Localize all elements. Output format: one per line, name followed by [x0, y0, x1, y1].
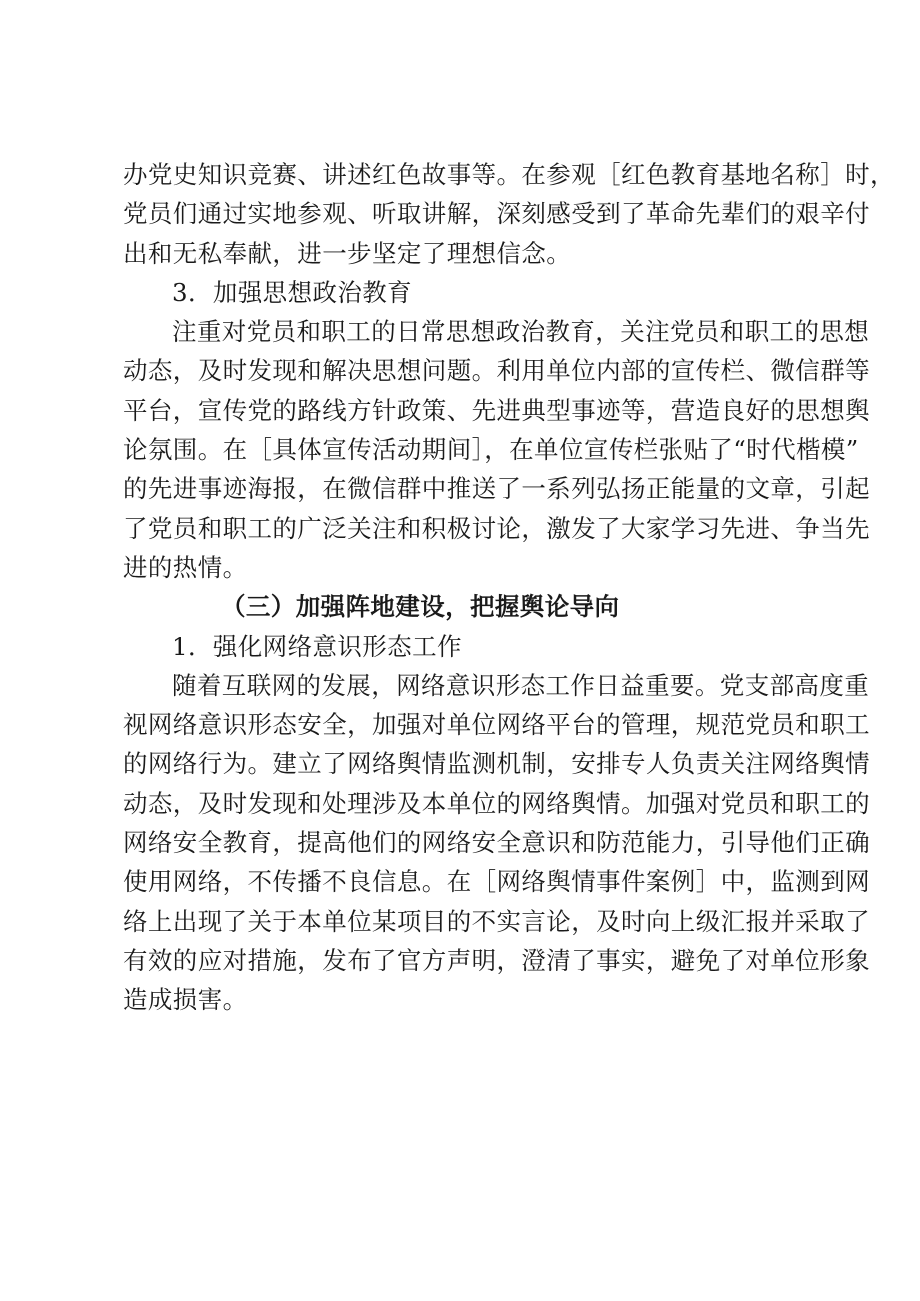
- text-line: 络上出现了关于本单位某项目的不实言论，及时向上级汇报并采取了: [123, 906, 870, 936]
- subheading-1: 1．强化网络意识形态工作: [172, 631, 462, 661]
- text-line: 随着互联网的发展，网络意识形态工作日益重要。党支部高度重: [172, 670, 870, 700]
- text-line: 平台，宣传党的路线方针政策、先进典型事迹等，营造良好的思想舆: [123, 395, 870, 425]
- text-line: 的先进事迹海报，在微信群中推送了一系列弘扬正能量的文章，引起: [123, 474, 870, 504]
- text-line: 进的热情。: [123, 552, 248, 582]
- text-line: 党员们通过实地参观、听取讲解，深刻感受到了革命先辈们的艰辛付: [123, 199, 870, 229]
- section-heading: （三）加强阵地建设，把握舆论导向: [221, 592, 620, 622]
- text-line: 造成损害。: [123, 985, 248, 1015]
- text-line: 使用网络，不传播不良信息。在［网络舆情事件案例］中，监测到网: [123, 867, 870, 897]
- paragraph-1: [123, 155, 895, 273]
- text-line: 出和无私奉献，进一步坚定了理想信念。: [123, 238, 572, 268]
- text-line: 办党史知识竞赛、讲述红色故事等。在参观［红色教育基地名称］时，: [123, 160, 895, 189]
- text-line: 论氛围。在［具体宣传活动期间］，在单位宣传栏张贴了“时代楷模”: [123, 435, 859, 465]
- text-line: 视网络意识形态安全，加强对单位网络平台的管理，规范党员和职工: [123, 710, 870, 740]
- paragraph-2: [123, 312, 870, 587]
- text-line: 动态，及时发现和解决思想问题。利用单位内部的宣传栏、微信群等: [123, 356, 870, 386]
- text-line: 动态，及时发现和处理涉及本单位的网络舆情。加强对党员和职工的: [123, 788, 870, 818]
- text-line: 的网络行为。建立了网络舆情监测机制，安排专人负责关注网络舆情: [123, 749, 870, 779]
- subheading-3: 3．加强思想政治教育: [172, 277, 413, 307]
- document-body: [123, 155, 895, 1020]
- text-line: 网络安全教育，提高他们的网络安全意识和防范能力，引导他们正确: [123, 828, 870, 858]
- text-line: 了党员和职工的广泛关注和积极讨论，激发了大家学习先进、争当先: [123, 513, 870, 543]
- text-line: 注重对党员和职工的日常思想政治教育，关注党员和职工的思想: [172, 317, 870, 347]
- text-line: 有效的应对措施，发布了官方声明，澄清了事实，避免了对单位形象: [123, 945, 870, 975]
- paragraph-3: [123, 666, 870, 1020]
